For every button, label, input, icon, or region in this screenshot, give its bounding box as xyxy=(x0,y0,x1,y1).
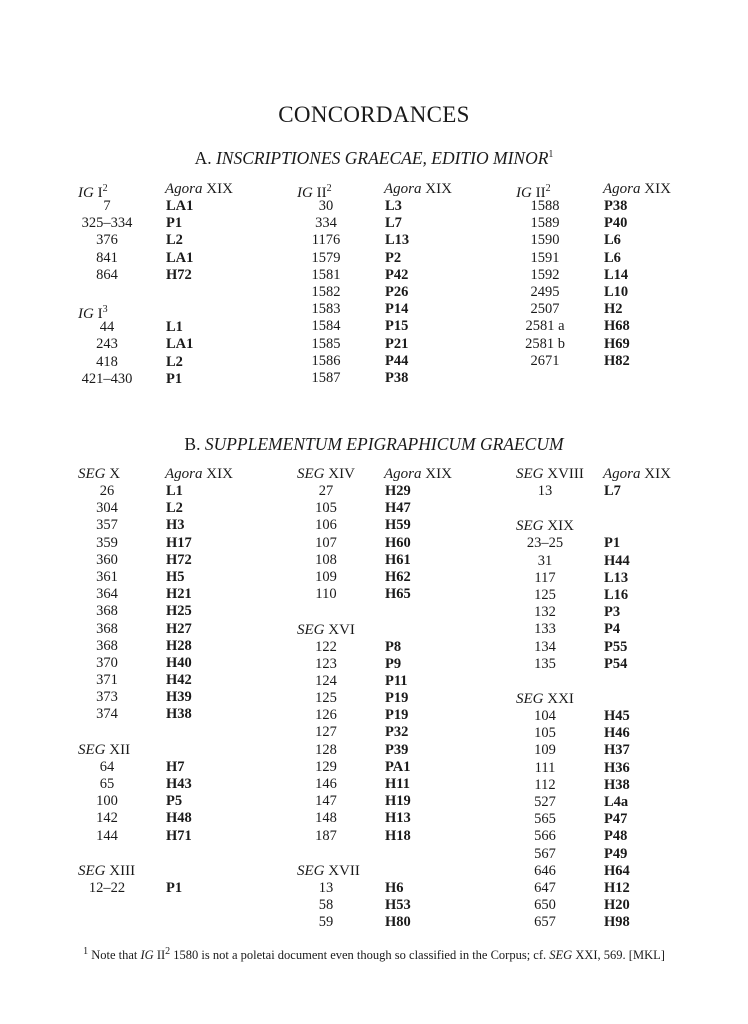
section-a-heading: A. INSCRIPTIONES GRAECAE, EDITIO MINOR$^1$ xyxy=(194,148,554,168)
table-row: 376 L2 xyxy=(96,232,183,249)
table-row: 421–430 P1 xyxy=(81,370,183,387)
footnote-mark: 1 xyxy=(548,149,554,161)
column-header: SEG XVIII Agora XIX xyxy=(516,466,671,482)
table-row: 566 P48 xyxy=(534,828,628,845)
table-row: 148 H13 xyxy=(315,810,411,827)
table-row: 127 P32 xyxy=(315,724,409,741)
table-row: 134 P55 xyxy=(534,638,628,655)
table-row: 325–334 P1 xyxy=(81,215,183,232)
table-row: 565 P47 xyxy=(534,811,628,828)
table-row: 126 P19 xyxy=(315,707,409,724)
table-row: 361 H5 xyxy=(96,568,185,585)
table-row: 12–22 P1 xyxy=(88,879,183,896)
group-header: SEG XVI xyxy=(297,621,355,638)
table-row: 23–25 P1 xyxy=(526,535,621,552)
table-row: 2507 H2 xyxy=(530,301,623,318)
table-row: 1582 P26 xyxy=(311,283,409,300)
table-row: 1592 L14 xyxy=(530,266,629,283)
table-row: 125 L16 xyxy=(534,586,629,603)
table-row: 31 H44 xyxy=(537,552,630,569)
table-row: 650 H20 xyxy=(534,897,630,914)
table-row: 132 P3 xyxy=(534,604,621,621)
table-row: 13 H6 xyxy=(318,879,404,896)
table-row: 1581 P42 xyxy=(311,266,409,283)
table-row: 1176 L13 xyxy=(311,232,410,249)
table-row: 864 H72 xyxy=(96,266,192,283)
table-row: 841 LA1 xyxy=(96,249,194,266)
table-row: 108 H61 xyxy=(315,551,411,568)
table-row: 368 H27 xyxy=(96,620,192,637)
table-row: 567 P49 xyxy=(534,845,628,862)
table-row: 100 P5 xyxy=(96,793,183,810)
table-row: 2581 b H69 xyxy=(525,335,630,352)
table-row: 1588 P38 xyxy=(530,198,628,214)
table-row: 125 P19 xyxy=(315,690,409,707)
table-row: 657 H98 xyxy=(534,914,630,931)
group-header: SEG XVII xyxy=(297,862,360,879)
table-row: 129 PA1 xyxy=(315,758,411,775)
table-row: 371 H42 xyxy=(96,672,192,689)
table-row: 359 H17 xyxy=(96,534,192,551)
column-header: IG $I^2$ Agora XIX xyxy=(78,181,233,201)
table-row: 527 L4a xyxy=(534,794,629,810)
table-row: 1584 P15 xyxy=(311,318,409,335)
group-header: SEG XII xyxy=(78,741,131,758)
table-row: 107 H60 xyxy=(315,534,411,551)
section-b-col2 xyxy=(297,465,512,932)
table-row: 105 H46 xyxy=(534,725,630,742)
table-row: 27 H29 xyxy=(318,483,411,499)
table-row: 647 H12 xyxy=(534,879,630,896)
section-b-col3 xyxy=(516,465,731,932)
table-row: 646 H64 xyxy=(534,862,630,879)
table-row: 124 P11 xyxy=(315,672,408,689)
column-header: IG $II^2$ Agora XIX xyxy=(516,181,671,201)
table-row: 104 H45 xyxy=(534,708,630,725)
table-row: 1579 P2 xyxy=(311,249,402,266)
table-row: 13 L7 xyxy=(537,483,621,499)
table-row: 7 LA1 xyxy=(103,198,194,214)
page-title: CONCORDANCES xyxy=(278,102,470,127)
table-row: 2671 H82 xyxy=(530,352,630,369)
group-header: SEG XIII xyxy=(78,862,136,879)
table-row: 368 H25 xyxy=(96,603,192,620)
table-row: 334 L7 xyxy=(315,215,402,232)
section-a-col2 xyxy=(297,180,512,387)
section-b-col1 xyxy=(78,465,293,897)
table-row: 2581 a H68 xyxy=(525,318,630,335)
table-row: 64 H7 xyxy=(99,758,185,775)
table-row: 1590 L6 xyxy=(530,232,621,249)
table-row: 1587 P38 xyxy=(311,369,409,386)
table-row: 304 L2 xyxy=(96,500,183,517)
table-row: 374 H38 xyxy=(96,706,192,723)
table-row: 2495 L10 xyxy=(530,283,629,300)
table-row: 105 H47 xyxy=(315,500,411,517)
table-row: 111 H36 xyxy=(534,759,630,776)
table-row: 26 L1 xyxy=(99,483,183,499)
section-a-col1 xyxy=(78,180,293,388)
table-row: 370 H40 xyxy=(96,654,192,671)
table-row: 187 H18 xyxy=(315,827,411,844)
table-row: 1585 P21 xyxy=(311,335,409,352)
table-row: 123 P9 xyxy=(315,655,402,672)
column-header: SEG XIV Agora XIX xyxy=(297,466,452,482)
table-row: 1583 P14 xyxy=(311,301,409,318)
group-header: SEG XIX xyxy=(516,518,574,535)
table-row: 59 H80 xyxy=(318,914,411,931)
table-row: 1589 P40 xyxy=(530,215,628,232)
table-row: 144 H71 xyxy=(96,827,192,844)
table-row: 133 P4 xyxy=(534,621,621,638)
section-a-col3 xyxy=(516,180,731,370)
table-row: 142 H48 xyxy=(96,810,192,827)
column-header: SEG X Agora XIX xyxy=(78,466,233,482)
table-row: 360 H72 xyxy=(96,551,192,568)
group-header: SEG XXI xyxy=(516,691,574,708)
table-row: 58 H53 xyxy=(318,897,411,914)
table-row: 373 H39 xyxy=(96,689,192,706)
table-row: 135 P54 xyxy=(534,655,628,672)
table-row: 368 H28 xyxy=(96,637,192,654)
table-row: 1591 L6 xyxy=(530,249,621,266)
table-row: 418 L2 xyxy=(96,353,183,370)
table-row: 128 P39 xyxy=(315,741,409,758)
table-row: 30 L3 xyxy=(318,198,402,214)
table-row: 1586 P44 xyxy=(311,352,409,369)
table-row: 44 L1 xyxy=(99,319,183,336)
table-row: 109 H62 xyxy=(315,568,411,585)
table-row: 243 LA1 xyxy=(96,336,194,353)
table-row: 122 P8 xyxy=(315,638,402,655)
column-header: IG $II^2$ Agora XIX xyxy=(297,181,452,201)
table-row: 106 H59 xyxy=(315,517,411,534)
group-header: IG $I^3$ xyxy=(78,304,108,323)
table-row: 357 H3 xyxy=(96,517,185,534)
table-row: 146 H11 xyxy=(315,776,410,792)
table-row: 65 H43 xyxy=(99,776,192,792)
section-b-heading: B. SUPPLEMENTUM EPIGRAPHICUM GRAECUM xyxy=(184,434,564,454)
table-row: 147 H19 xyxy=(315,793,411,810)
table-row: 112 H38 xyxy=(534,776,630,793)
footnote: $^1$ Note that IG $II^2$ 1580 is not a poletai document even though so classified in the Corpus; cf. SEG XXI, 569. [MKL] xyxy=(83,946,665,963)
table-row: 117 L13 xyxy=(534,569,629,586)
table-row: 110 H65 xyxy=(315,586,411,603)
table-row: 364 H21 xyxy=(96,586,192,603)
table-row: 109 H37 xyxy=(534,742,630,759)
